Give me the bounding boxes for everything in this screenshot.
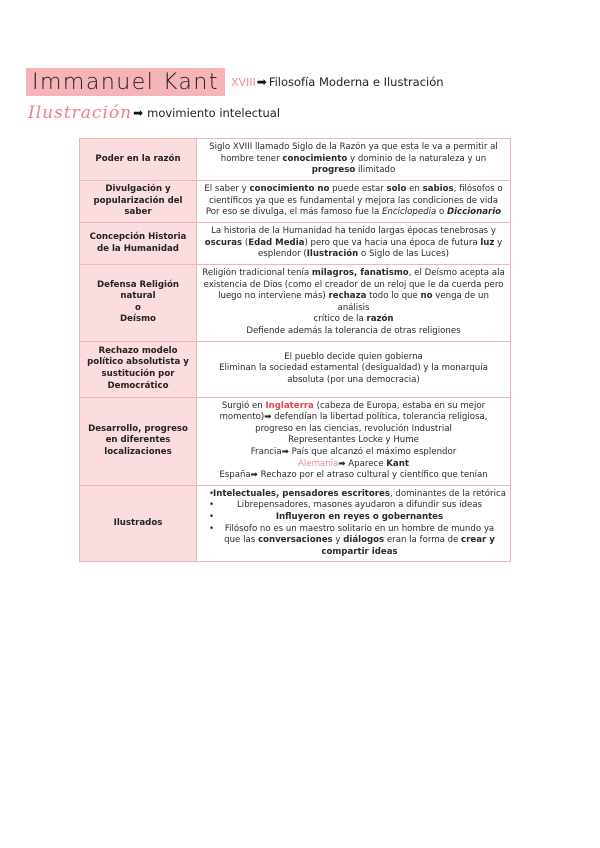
arrow-right-icon: ➡ xyxy=(256,75,267,89)
content-line xyxy=(201,470,506,482)
text-run: La historia de la Humanidad ha tenido largas épocas tenebrosas y xyxy=(211,226,496,237)
text-run: luego no interviene más) xyxy=(218,291,329,302)
text-run: que las xyxy=(224,535,258,546)
text-run: puede estar xyxy=(329,184,387,195)
row-heading-line: Rechazo modelo político absolutista y sustitución por Democrático xyxy=(87,345,189,391)
row-heading-line: Defensa Religión natural xyxy=(96,279,179,302)
text-run: y dominio de la naturaleza y un xyxy=(347,153,487,164)
row-heading-line: Deísmo xyxy=(120,314,156,325)
subheader xyxy=(28,102,280,124)
text-run: defendían la libertad política, tolerancia religiosa, xyxy=(271,412,488,423)
content-line xyxy=(201,154,506,166)
row-content xyxy=(197,139,511,181)
content-line xyxy=(201,142,506,154)
row-heading xyxy=(80,139,197,181)
text-run: Alemania xyxy=(298,458,339,469)
content-line xyxy=(201,363,506,375)
row-content xyxy=(197,181,511,223)
text-run: Diccionario xyxy=(446,207,502,218)
text-run: Influyeron en reyes o gobernantes xyxy=(275,511,444,522)
text-run: ➡ xyxy=(264,412,272,423)
text-run: Eliminan la sociedad estamental (desigualdad) y la monarquía xyxy=(219,363,488,374)
table-row xyxy=(80,485,511,562)
content-line xyxy=(201,207,506,219)
text-run: en xyxy=(406,184,423,195)
arrow-right-icon: ➡ xyxy=(133,106,144,120)
row-content xyxy=(197,397,511,485)
text-run: existencia de Dios (como el creador de un reloj que le da cuerda pero xyxy=(203,279,504,290)
summary-table xyxy=(79,138,511,562)
content-line xyxy=(213,512,506,524)
row-content xyxy=(197,223,511,265)
content-line xyxy=(213,500,506,512)
row-content xyxy=(197,485,511,562)
text-run: España xyxy=(219,470,251,481)
row-heading xyxy=(80,341,197,397)
row-heading xyxy=(80,223,197,265)
section-term: Ilustración xyxy=(28,103,133,123)
text-run: razón xyxy=(366,314,394,325)
text-run: Defiende además la tolerancia de otras religiones xyxy=(246,325,461,336)
table-row xyxy=(80,181,511,223)
content-line xyxy=(201,424,506,436)
text-run: (cabeza de Europa, estaba en su mejor xyxy=(313,400,486,411)
content-line xyxy=(213,547,506,559)
text-run: Ilustración xyxy=(306,249,359,260)
row-heading xyxy=(80,265,197,342)
text-run: esplendor ( xyxy=(258,249,307,260)
row-content xyxy=(197,265,511,342)
text-run: científicos ya que es fundamental y mejora las condiciones de vida xyxy=(209,195,498,206)
text-run: Kant xyxy=(386,458,409,469)
text-run: crear y xyxy=(461,535,495,546)
text-run: Filósofo no es un maestro solitario en un hombre de mundo ya xyxy=(224,523,495,534)
text-run: y xyxy=(494,237,503,248)
table-row xyxy=(80,397,511,485)
table-row xyxy=(80,265,511,342)
text-run: rechaza xyxy=(328,291,367,302)
text-run: conocimiento xyxy=(282,153,348,164)
text-run: Siglo XVIII llamado Siglo de la Razón ya que esta le va a permitir al xyxy=(209,142,498,153)
content-line xyxy=(213,524,506,536)
text-run: solo xyxy=(386,184,407,195)
text-run: País que alcanzó el máximo esplendor xyxy=(288,446,457,457)
content-line xyxy=(201,165,506,177)
text-run: milagros, fanatismo xyxy=(311,268,409,278)
text-run: El saber y xyxy=(204,184,250,195)
content-line xyxy=(201,226,506,238)
text-run: ( xyxy=(242,237,249,248)
row-heading xyxy=(80,181,197,223)
text-run: compartir ideas xyxy=(321,546,398,557)
text-run: o xyxy=(436,207,447,218)
bullet-list xyxy=(201,489,506,559)
text-run: diálogos xyxy=(343,535,385,546)
text-run: crítico de la xyxy=(313,314,367,325)
content-line xyxy=(201,291,506,314)
text-run: ➡ xyxy=(250,470,258,481)
content-line xyxy=(201,412,506,424)
content-line xyxy=(201,314,506,326)
row-heading-line: Poder en la razón xyxy=(95,153,181,164)
row-heading-line: Concepción Historia de la Humanidad xyxy=(89,231,187,254)
content-line xyxy=(201,196,506,208)
text-run: no xyxy=(420,291,433,302)
content-line xyxy=(201,268,506,280)
row-heading xyxy=(80,485,197,562)
row-content xyxy=(197,341,511,397)
row-heading xyxy=(80,397,197,485)
text-run: Aparece xyxy=(345,458,387,469)
text-run: conversaciones xyxy=(257,535,333,546)
text-run: ➡ xyxy=(338,458,346,469)
text-run: luz xyxy=(480,237,495,248)
text-run: Francia xyxy=(250,446,282,457)
page-title: Immanuel Kant xyxy=(26,68,225,96)
text-run: eran la forma de xyxy=(384,535,462,546)
text-run: El pueblo decide quien gobierna xyxy=(284,351,423,362)
content-line xyxy=(201,238,506,250)
text-run: progreso xyxy=(311,165,356,176)
content-line xyxy=(201,280,506,292)
century-label: XVIII xyxy=(230,75,256,89)
text-run: todo lo que xyxy=(366,291,421,302)
section-description: movimiento intelectual xyxy=(147,106,281,120)
text-run: , dominantes de la retórica xyxy=(389,488,506,499)
text-run: Surgió en xyxy=(221,400,266,411)
text-run: sabios xyxy=(422,184,454,195)
text-run: ➡ xyxy=(281,446,289,457)
text-run: Intelectuales, pensadores escritores xyxy=(213,488,390,499)
content-line xyxy=(201,249,506,261)
text-run: ilimitado xyxy=(355,165,396,176)
content-line xyxy=(201,459,506,471)
table-row xyxy=(80,139,511,181)
row-heading-line: o xyxy=(135,302,141,313)
text-run: Edad Media xyxy=(248,237,305,248)
text-run: Rechazo por el atraso cultural y científico que tenían xyxy=(257,470,488,481)
text-run: momento) xyxy=(219,412,265,423)
page-header xyxy=(26,66,444,98)
text-run: progreso en las ciencias, revolución Industrial xyxy=(255,423,452,434)
content-line xyxy=(201,184,506,196)
row-heading-line: Desarrollo, progreso en diferentes localizaciones xyxy=(88,423,188,457)
subject-label: Filosofía Moderna e Ilustración xyxy=(268,75,444,89)
text-run: oscuras xyxy=(204,237,243,248)
text-run: venga de un análisis xyxy=(337,291,489,313)
row-heading-line: Divulgación y popularización del saber xyxy=(93,184,183,218)
text-run: hombre tener xyxy=(220,153,283,164)
list-item xyxy=(213,489,506,501)
text-run: Inglaterra xyxy=(265,400,314,411)
row-heading-line: Ilustrados xyxy=(113,517,163,528)
text-run: Religión tradicional tenía xyxy=(202,268,312,278)
content-line xyxy=(201,401,506,413)
table-row xyxy=(80,223,511,265)
text-run: , el Deísmo acepta ala xyxy=(408,268,505,278)
content-line xyxy=(201,326,506,338)
list-item xyxy=(213,500,506,512)
text-run: Enciclopedia xyxy=(382,207,437,218)
content-line xyxy=(213,489,506,501)
content-line xyxy=(201,375,506,387)
text-run: , filósofos o xyxy=(453,184,503,195)
list-item xyxy=(213,524,506,559)
text-run: absoluta (por una democracia) xyxy=(287,374,420,385)
text-run: o Siglo de las Luces) xyxy=(358,249,449,260)
content-line xyxy=(201,447,506,459)
text-run: conocimiento no xyxy=(249,184,330,195)
content-line xyxy=(201,352,506,364)
table-row xyxy=(80,341,511,397)
list-item xyxy=(213,512,506,524)
text-run: Por eso se divulga, el más famoso fue la xyxy=(205,207,383,218)
content-line xyxy=(213,535,506,547)
text-run: Librepensadores, masones ayudaron a difundir sus ideas xyxy=(237,500,482,511)
content-line xyxy=(201,435,506,447)
text-run: y xyxy=(332,535,344,546)
text-run: ) pero que va hacia una época de futura xyxy=(304,237,481,248)
text-run: Representantes Locke y Hume xyxy=(288,435,419,446)
